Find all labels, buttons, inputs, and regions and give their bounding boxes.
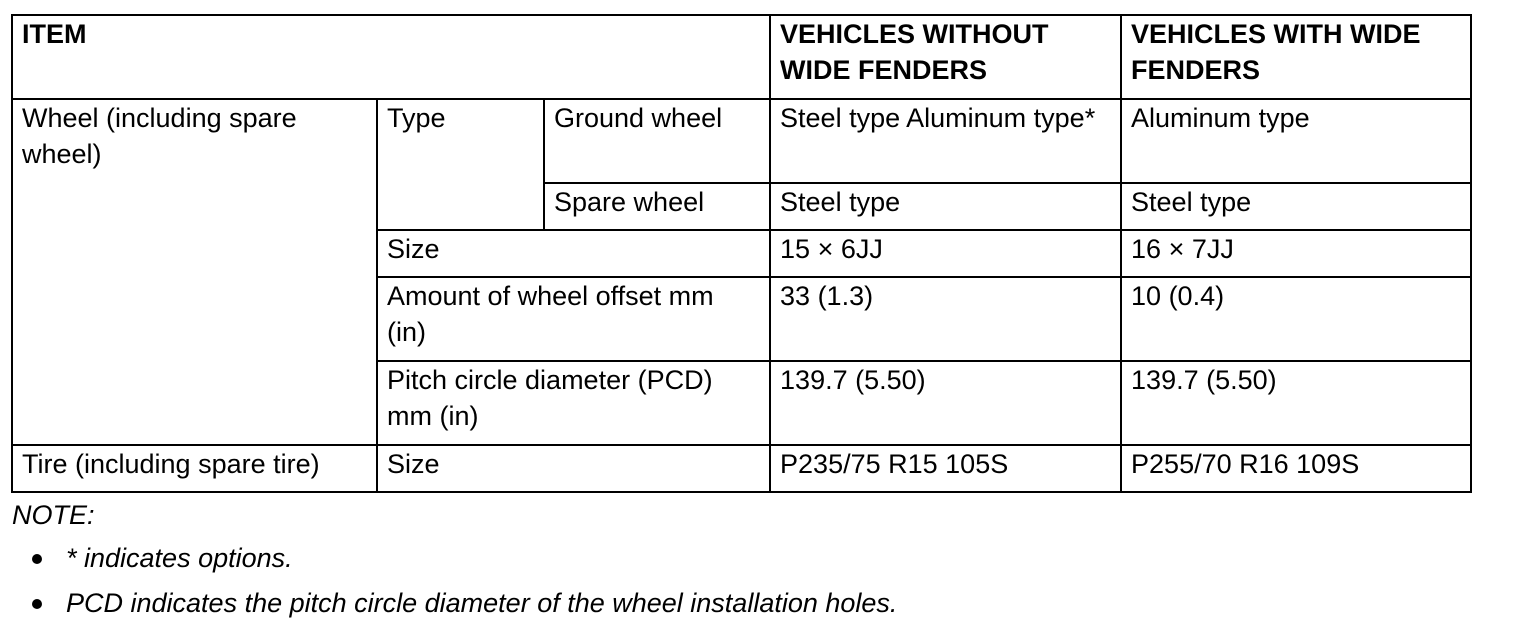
note-list: [26, 540, 897, 630]
pcd-label: Pitch circle diameter (PCD) mm (in): [377, 361, 770, 445]
tire-size-label: Size: [377, 445, 770, 492]
ground-wheel-label: Ground wheel: [544, 99, 770, 183]
wheel-label: Wheel (including spare wheel): [12, 99, 377, 445]
table-row: [12, 445, 1471, 492]
pcd-without: 139.7 (5.50): [770, 361, 1121, 445]
tire-with: P255/70 R16 109S: [1121, 445, 1471, 492]
bullet-icon: [32, 554, 42, 564]
note-title: NOTE:: [12, 500, 95, 530]
ground-wheel-without: Steel type Aluminum type*: [770, 99, 1121, 183]
type-label: Type: [377, 99, 544, 230]
offset-label: Amount of wheel offset mm (in): [377, 277, 770, 361]
size-with: 16 × 7JJ: [1121, 230, 1471, 277]
header-without-wide-fenders: VEHICLES WITHOUT WIDE FENDERS: [770, 15, 1121, 99]
spare-wheel-without: Steel type: [770, 183, 1121, 230]
ground-wheel-with: Aluminum type: [1121, 99, 1471, 183]
offset-without: 33 (1.3): [770, 277, 1121, 361]
spec-table: [11, 14, 1472, 493]
bullet-icon: [32, 599, 42, 609]
pcd-with: 139.7 (5.50): [1121, 361, 1471, 445]
spare-wheel-with: Steel type: [1121, 183, 1471, 230]
spare-wheel-label: Spare wheel: [544, 183, 770, 230]
tire-label: Tire (including spare tire): [12, 445, 377, 492]
list-item: [26, 585, 897, 630]
offset-with: 10 (0.4): [1121, 277, 1471, 361]
tire-without: P235/75 R15 105S: [770, 445, 1121, 492]
size-without: 15 × 6JJ: [770, 230, 1121, 277]
header-item: ITEM: [12, 15, 770, 99]
note-text: * indicates options.: [66, 543, 293, 573]
table-row: [12, 99, 1471, 183]
list-item: [26, 540, 897, 585]
header-with-wide-fenders: VEHICLES WITH WIDE FENDERS: [1121, 15, 1471, 99]
size-label: Size: [377, 230, 770, 277]
note-text: PCD indicates the pitch circle diameter of the wheel installation holes.: [66, 588, 898, 618]
header-row: [12, 15, 1471, 99]
